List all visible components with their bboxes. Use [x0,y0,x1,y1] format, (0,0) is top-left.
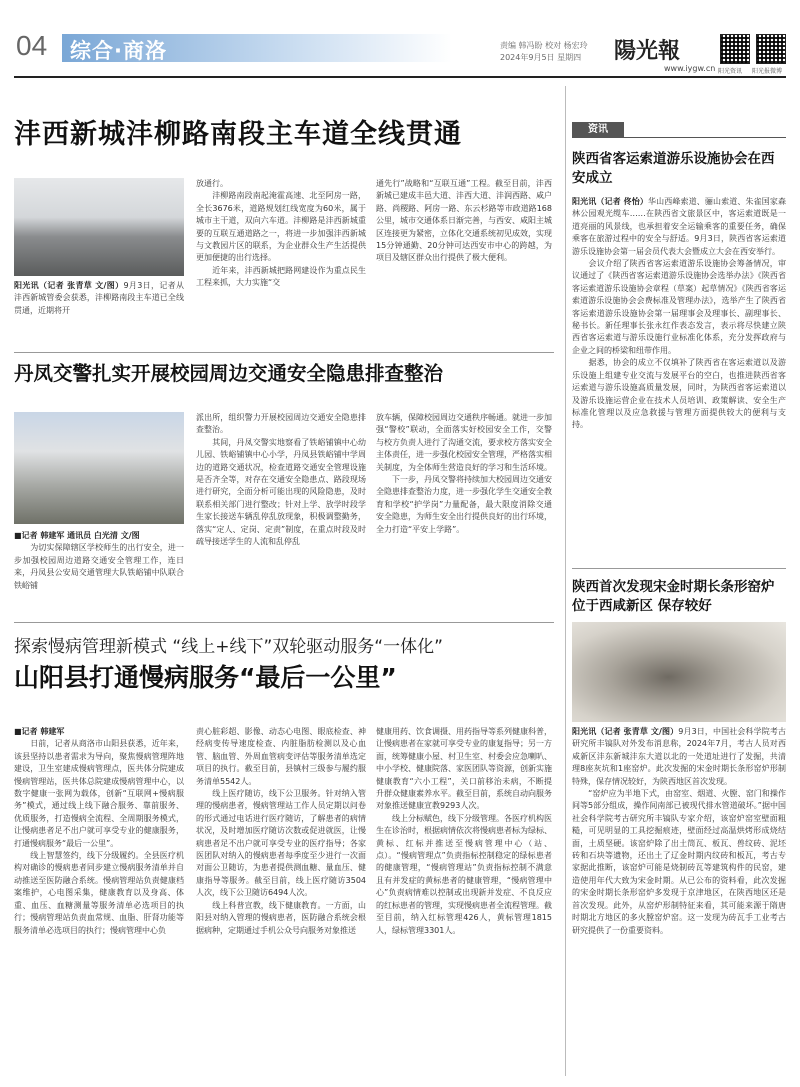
qr-label: 阳光报微博 [752,68,783,75]
news-brief-tag: 资讯 [572,122,624,138]
website-url[interactable]: www.iygw.cn [664,64,716,73]
issue-date: 2024年9月5日 星期四 [500,53,582,62]
article-body-col2: 放通行。 沣柳路南段南起淹霍高速、北至阿房一路，全长3676米，道路规划红线宽度为60米，属于城市主干道，双向六车道。沣柳路是沣西新城重要的互联互通道路之一，将进一步加强沣西新城与文教园片区的联系，为企业群众生产生活提供更加便捷的出行选择。 近年来，沣西新城把路网建设作为重点民生工程来抓，大力实施“交 [196,179,366,288]
byline: ■记者 韩建军 [14,727,65,736]
sidebar-news-body: 阳光讯（记者 张青草 文/图）9月3日，中国社会科学院考古研究所丰镐队对外发布消息称，2024年7月，考古人员对西咸新区沣东新城沣东大道以北的一处道址进行了发掘，共清理8座灰坑和1座窑炉。此次发掘的宋金时期长条形窑炉形制特殊，保存情况较好，为陕西地区首次发现。 “窑炉应为半地下式，由窑室、烟道、火膛、窑门和操作间等5部分组成，操作间南部已被现代排水管道破坏。”据中国社会科学院考古研究所丰镐队专家介绍，该窑炉窑室壁面粗糙，可见明显的工具挖掘痕迹，壁面经过高温烘烤形成烧结面，土质坚硬。该窑炉除了出土筒瓦、板瓦、兽纹砖、泥坯砖和石块等遗物，还出土了辽金时期内纹砖和板瓦，考古专家据此推断，该窑炉可能是烧制砖瓦等建筑构件的民窑，建造使用年代大致为宋金时期。从已公布的资料看，此次发掘的宋金时期长条形窑炉多发现于京津地区，在陕西地区还是首次发现。此外，从窑炉形制特征来看，其可能来源于隋唐时期北方地区的多火膛窑炉窑。这一发现为砖瓦手工业考古研究提供了一份重要资料。 [572,727,786,935]
editors-line: 责编 韩冯盼 校对 杨宏玲 [500,41,588,50]
article-title: 山阳县打通慢病服务“最后一公里” [14,663,397,692]
article-title: 丹凤交警扎实开展校园周边交通安全隐患排查整治 [14,362,444,385]
sidebar-news-title: 陕西首次发现宋金时期长条形窑炉位于西咸新区 保存较好 [572,579,775,614]
sidebar-news-body: 阳光讯（记者 佟怡）华山西峰索道、骊山索道、朱雀国家森林公园观光缆车……在陕西省文旅景区中，客运索道既是一道亮丽的风景线，也承担着安全运输乘客的重要任务，确保乘客在旅游过程中的安全与舒适。9月3日，陕西省客运索道游乐设施协会第一届会员代表大会暨成立大会在西安举行。 会议介绍了陕西省客运索道游乐设施协会筹备情况，审议通过了《陕西省客运索道游乐设施协会选举办法》《陕西省客运索道游乐设施协会章程（草案）起草情况》《陕西省客运索道游乐设施协会会费标准及管理办法》，选举产生了陕西省客运索道游乐设施协会第一届理事会及理事长、副理事长、秘书长。新任理事长张永红作表态发言，表示将尽快建立陕西省客运索道与游乐设施行业标准化体系，充分发挥政府与企业之间的桥梁和纽带作用。 据悉，协会的成立不仅填补了陕西省在客运索道以及游乐设施上组建专业交流与发展平台的空白，也推进陕西省客运索道与游乐设施高质量发展，同时，为陕西省客运索道以及游乐设施运营企业在技术人员培训、政策解读、安全生产标准化管理以及应急救援与管理方面提供较大的便利与支持。 [572,197,786,430]
byline: 阳光讯（记者 佟怡） [572,197,649,206]
tag-rule [624,137,786,138]
traffic-police-photo [14,412,184,524]
byline: 阳光讯（记者 张青草 文/图） [14,281,124,290]
article-body-col1: ■记者 韩建军 通讯员 白光清 文/图 为切实保障辖区学校师生的出行安全，进一步加强校园周边道路交通安全管理工作，连日来，丹凤县公安局交通管理大队铁峪铺中队联合铁峪铺 [14,531,184,590]
divider [572,568,786,569]
article-body-col3: 通先行”战略和“互联互通”工程。截至目前，沣西新城已建成丰邑大道、沣西大道、沣润西路、咸户路、尚稷路、阿房一路、东云杉路等市政道路168公里，城市交通体系日渐完善，与西安、咸阳主城区连接更为紧密，立体化交通系统初见成效，实现15分钟通勤、20分钟可达西安市中心的跨越，为项目及辖区群众出行提供了极大便利。 [376,179,552,263]
header-rule [14,76,786,78]
byline: 阳光讯（记者 张青草 文/图） [572,727,679,736]
article-body-col2: 派出所，组织警力开展校园周边交通安全隐患排查整治。 其间，丹凤交警实地察看了铁峪铺镇中心幼儿园、铁峪铺镇中心小学，丹凤县铁峪铺中学周边的道路交通状况，检查道路交通安全管理设施是否齐全等，对存在交通安全隐患点、路段现场进行研究，全面分析可能出现的风险隐患，及时联系相关部门进行整改；针对上学、放学时段学生家长接送车辆乱停乱放现象，积极调整勤务，落实“定人、定岗、定责”制度，在重点时段及时疏导接送学生的人流和乱停乱 [196,413,366,547]
sidebar-news-title: 陕西省客运索道游乐设施协会在西安成立 [572,151,775,186]
qr-code-icon [756,34,786,64]
divider [14,352,554,353]
article-body-col2: 责心脏彩超、影像、动态心电图、眼底检查、神经病变传导速度检查、内脏脂肪检测以及心血管、脑血管、外周血管病变评估等服务清单选定项目的执行。截至目前，县镇村三级参与履约服务清单5542人。 线上医疗随访，线下公卫服务。针对纳入管理的慢病患者，慢病管理站工作人员定期以问卷的形式通过电话进行医疗随访，了解患者的病情状况，及时增加医疗随访次数或促进就医，让慢病患者足不出户就可享受专业的医疗指导；各家医团队对纳入的慢病患者每季度至少进行一次面对面公卫随访，为患者提供测血糖、量血压、健康指导等服务。截至目前，线上医疗随访3504人次，线下公卫随访6494人次。 线上科普宣教，线下健康教育。一方面，山阳县对纳入管理的慢病患者，医防融合系统会根据病种，定期通过手机公众号向服务对象推送 [196,727,366,935]
column-divider [565,86,566,1076]
divider [14,622,554,623]
article-title: 沣西新城沣柳路南段主车道全线贯通 [14,119,462,150]
qr-label: 阳光资讯 [718,68,743,75]
article-body-col1: 阳光讯（记者 张青草 文/图）9月3日，记者从沣西新城管委会获悉，沣柳路南段主车道已全线贯通，近期将开 [14,281,184,315]
road-photo [14,178,184,276]
article-body-col3: 放车辆，保障校园周边交通秩序畅通。就进一步加强“警校”联动，全面落实好校园安全工作，交警与校方负责人进行了沟通交流，要求校方落实安全主体责任，进一步强化校园安全管理，严格落实相关制度，为全体师生营造良好的学习和生活环境。 下一步，丹凤交警将持续加大校园周边交通安全隐患排查整治力度，进一步强化学生交通安全教育和学校“护学岗”力量配备，最大限度消除交通安全隐患，为师生安全出行提供良好的出行环境，全力打造“平安上学路”。 [376,413,552,534]
article-body-col1: ■记者 韩建军 日前，记者从商洛市山阳县获悉，近年来，该县坚持以患者需求为导向，聚焦慢病管理阵地建设，卫生室建成慢病管理点，医共体分院建成慢病管理站，医共体总院建成慢病管理中心，以数字健康一张网为载体，创新“互联网+慢病服务”模式，通过线上线下融合服务、靠前服务、优质服务，打造慢病全流程、全周期服务模式，让慢病患者足不出户就可享受专业的健康服务，打通慢病服务“最后一公里”。 线上智慧签约，线下分级履约。全县医疗机构对确诊的慢病患者同步建立慢病服务清单并自动推送至医防融合系统。慢病管理站负责健康档案维护，心电图采集，健康教育以及身高、体重、血压、血糖测量等服务清单必选项目的执行；慢病管理站负责血常规、血脂、肝肾功能等服务清单必选项目的执行；慢病管理中心负 [14,727,184,935]
article-body-col3: 健康用药、饮食调摄、用药指导等系列健康科普，让慢病患者在家就可享受专业的康复指导；另一方面，统筹健康小屋、村卫生室、村委会应急喇叭、中小学校、健康院落、家医团队等资源，创新实施健康教育“六小工程”，关口前移治未病，不断提升群众健康素养水平。截至目前，系统自动向服务对象推送健康宣教9293人次。 线上分标赋色，线下分级管理。各医疗机构医生在诊治时，根据病情依次将慢病患者标为绿标、黄标、红标并推送至慢病管理中心（站、点）。“慢病管理点”负责指标控制稳定的绿标患者的健康管理，“慢病管理站”负责指标控制不满意且有并发症的黄标患者的健康管理，“慢病管理中心”负责病情难以控制或出现新并发症、不良反应的红标患者的管理，实现慢病患者全流程管理。截至目前，纳入红标管理426人，黄标管理1815人，绿标管理3301人。 [376,727,552,935]
byline: ■记者 韩建军 通讯员 白光清 文/图 [14,531,140,540]
kiln-excavation-photo [572,622,786,722]
article-subtitle: 探索慢病管理新模式 “线上+线下”双轮驱动服务“一体化” [14,637,443,657]
newspaper-logo: 陽光報 [614,38,681,64]
section-title: 综合·商洛 [70,39,167,63]
qr-code-icon [720,34,750,64]
page-number: 04 [16,30,48,61]
